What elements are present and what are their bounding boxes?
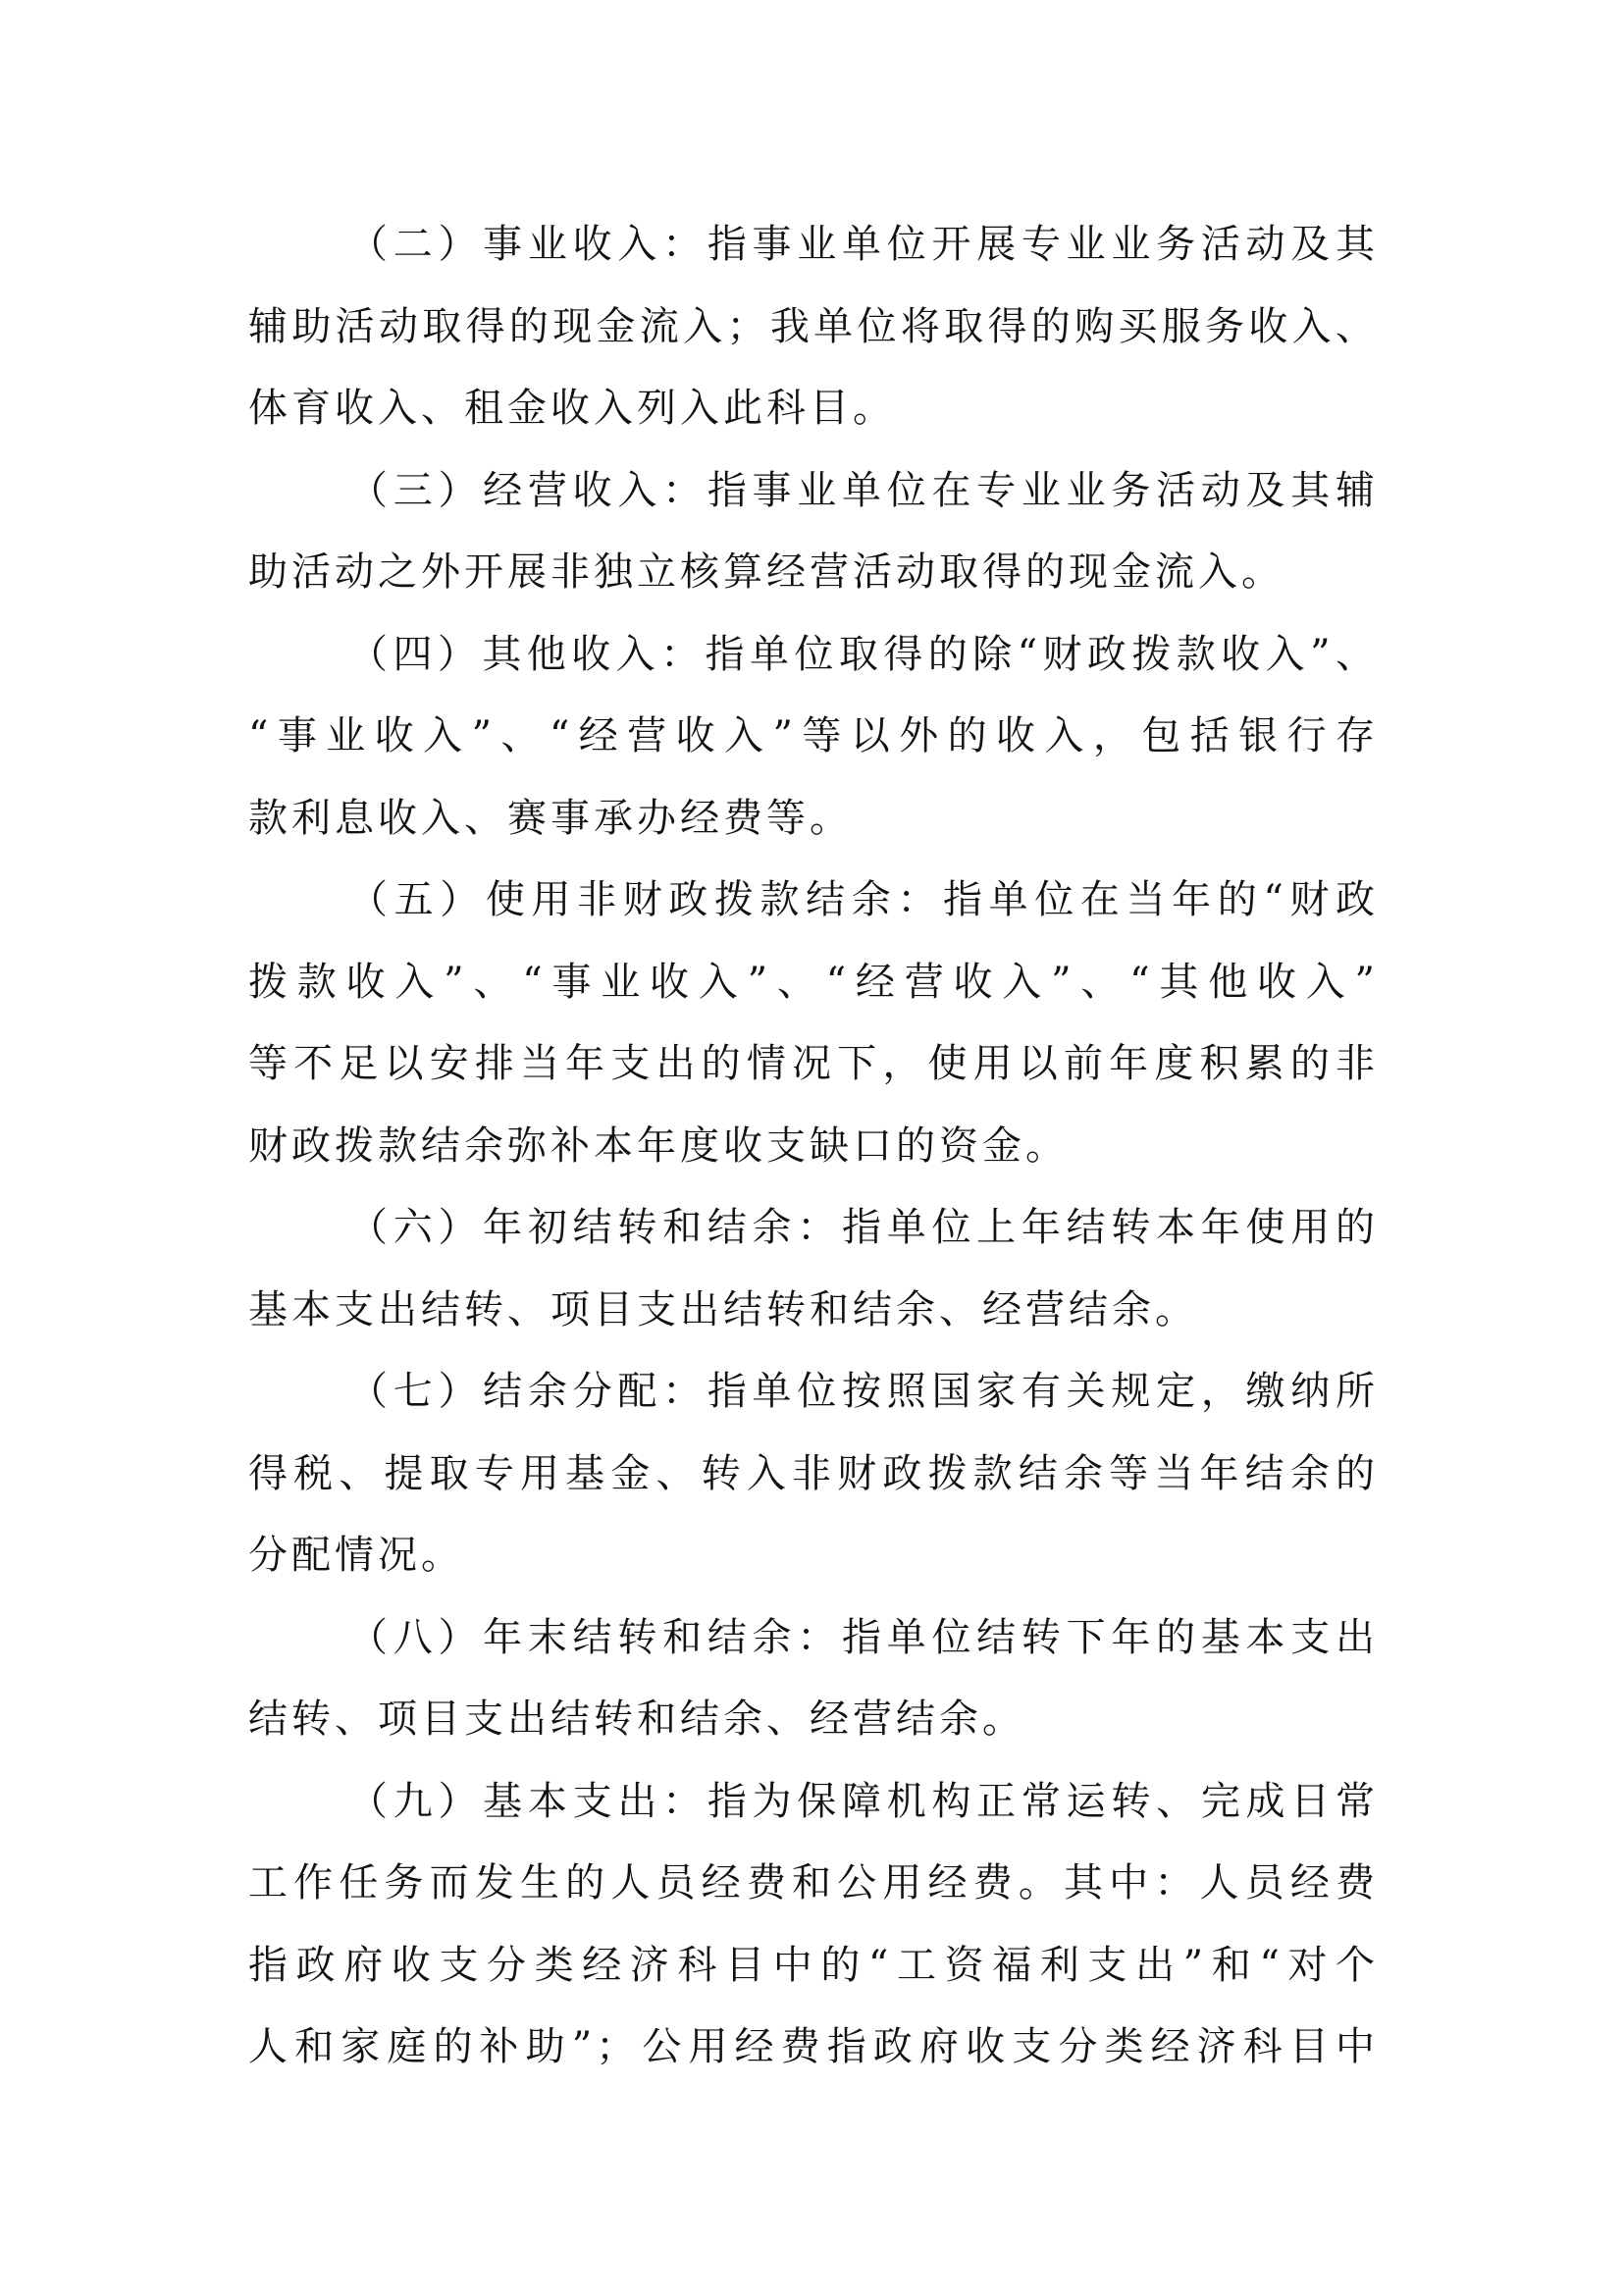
text-line: 基本支出结转、项目支出结转和结余、经营结余。 — [248, 1286, 1198, 1332]
paragraph — [248, 1351, 1379, 1597]
text-line: 工作任务而发生的人员经费和公用经费。其中：人员经费 — [248, 1860, 1379, 1905]
text-line: （二）事业收入：指事业单位开展专业业务活动及其 — [348, 222, 1379, 267]
paragraph — [248, 1597, 1379, 1761]
text-line: （四）其他收入：指单位取得的除“财政拨款收入”、 — [348, 631, 1379, 677]
text-line: 指政府收支分类经济科目中的“工资福利支出”和“对个 — [248, 1942, 1379, 1988]
paragraph — [248, 450, 1379, 614]
text-line: （七）结余分配：指单位按照国家有关规定，缴纳所 — [348, 1369, 1379, 1414]
paragraph — [248, 1761, 1379, 2089]
text-line: 结转、项目支出结转和结余、经营结余。 — [248, 1696, 1025, 1742]
document-body — [248, 204, 1379, 2089]
text-line: 款利息收入、赛事承办经费等。 — [248, 795, 853, 841]
text-line: （八）年末结转和结余：指单位结转下年的基本支出 — [348, 1614, 1379, 1660]
text-line: （九）基本支出：指为保障机构正常运转、完成日常 — [348, 1778, 1379, 1824]
text-line: 辅助活动取得的现金流入；我单位将取得的购买服务收入、 — [248, 303, 1379, 349]
text-line: 拨款收入”、“事业收入”、“经营收入”、“其他收入” — [248, 959, 1379, 1005]
paragraph — [248, 204, 1379, 450]
text-line: （五）使用非财政拨款结余：指单位在当年的“财政 — [348, 877, 1379, 922]
text-line: 财政拨款结余弥补本年度收支缺口的资金。 — [248, 1122, 1069, 1169]
text-line: （六）年初结转和结余：指单位上年结转本年使用的 — [348, 1205, 1379, 1250]
text-line: 等不足以安排当年支出的情况下，使用以前年度积累的非 — [248, 1041, 1379, 1086]
text-line: 体育收入、租金收入列入此科目。 — [248, 386, 896, 431]
text-line: 助活动之外开展非独立核算经营活动取得的现金流入。 — [248, 549, 1284, 595]
text-line: 得税、提取专用基金、转入非财政拨款结余等当年结余的 — [248, 1450, 1379, 1496]
paragraph — [248, 1187, 1379, 1351]
text-line: “事业收入”、“经营收入”等以外的收入，包括银行存 — [248, 713, 1379, 758]
text-line: （三）经营收入：指事业单位在专业业务活动及其辅 — [348, 467, 1379, 513]
paragraph — [248, 860, 1379, 1187]
text-line: 人和家庭的补助”；公用经费指政府收支分类经济科目中 — [248, 2024, 1379, 2069]
text-line: 分配情况。 — [248, 1533, 464, 1578]
paragraph — [248, 614, 1379, 861]
